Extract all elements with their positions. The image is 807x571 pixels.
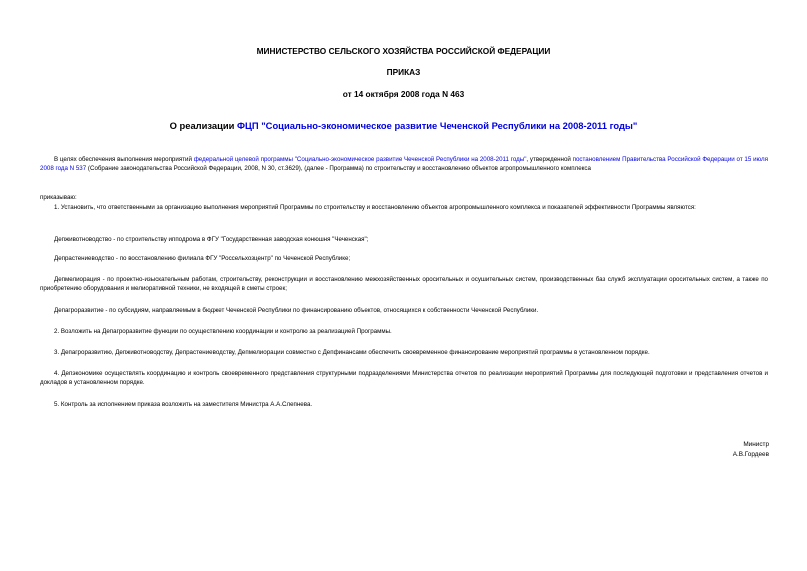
item-2: 2. Возложить на Депагроразвитие функции по осуществлению координации и контролю за реализацией Программы.	[54, 328, 392, 335]
federal-program-link[interactable]: федеральной целевой программы "Социально-экономическое развитие Чеченской Республики на 2008-2011 годы"	[193, 156, 527, 163]
preamble-text-1: В целях обеспечения выполнения мероприятий	[54, 156, 194, 163]
government-decree-link[interactable]: постановлением Правительства Российской Федерации от 15 июля 2008 года N 537	[40, 156, 769, 172]
preamble-text-3: (Собрание законодательства Российской Федерации, 2008, N 30, ст.3629), (далее - Программа) по строительству и восстановлению объектов агропромышленного комплекса	[86, 165, 591, 172]
signature-title: Министр	[743, 441, 769, 448]
signature-name: А.В.Гордеев	[732, 451, 769, 458]
item-4: 4. Депэкономике осуществлять координацию и контроль своевременного представления структурными подразделениями Министерства отчетов по реализации мероприятий Программы для последующей подготовки и представления отчетов и докладов в установленном порядке.	[40, 370, 768, 386]
subject-program-link[interactable]: ФЦП "Социально-экономическое развитие Чеченской Республики на 2008-2011 годы"	[237, 120, 638, 131]
document-subject	[0, 121, 807, 131]
preamble-paragraph	[40, 155, 768, 173]
item-1c: Депмелиорация - по проектно-изыскательным работам, строительству, реконструкции и восстановлению межхозяйственных оросительных и осушительных систем, производственных баз служб эксплуатации оросительных систем, а также по приобретению оборудования и мелиоративной техники, не входящей в сметы строек;	[40, 276, 768, 292]
subject-prefix: О реализации	[169, 120, 238, 131]
item-3: 3. Депагроразвитию, Депживотноводству, Депрастениеводству, Депмелиорации совместно с Депфинансами обеспечить своевременное финансирование мероприятий программы в установленном порядке.	[54, 349, 650, 356]
preamble-text-2: , утвержденной	[526, 156, 573, 163]
item-1: 1. Установить, что ответственными за организацию выполнения мероприятий Программы по строительству и восстановлению объектов агропромышленного комплекса и показателей эффективности Программы являются:	[54, 204, 696, 211]
item-1a: Депживотноводство - по строительству ипподрома в ФГУ "Государственная заводская конюшня "Чеченская";	[54, 236, 369, 243]
document-type: ПРИКАЗ	[386, 67, 421, 77]
order-word: приказываю:	[40, 194, 77, 201]
document-date-number: от 14 октября 2008 года N 463	[342, 89, 465, 99]
item-1b: Депрастениеводство - по восстановлению филиала ФГУ "Россельхозцентр" по Чеченской Республике;	[54, 255, 351, 262]
item-5: 5. Контроль за исполнением приказа возложить на заместителя Министра А.А.Слепнева.	[54, 401, 313, 408]
ministry-title: МИНИСТЕРСТВО СЕЛЬСКОГО ХОЗЯЙСТВА РОССИЙСКОЙ ФЕДЕРАЦИИ	[256, 46, 551, 56]
item-1d: Депагроразвитие - по субсидиям, направляемым в бюджет Чеченской Республики по финансированию объектов, относящихся к собственности Чеченской Республики.	[54, 307, 539, 314]
